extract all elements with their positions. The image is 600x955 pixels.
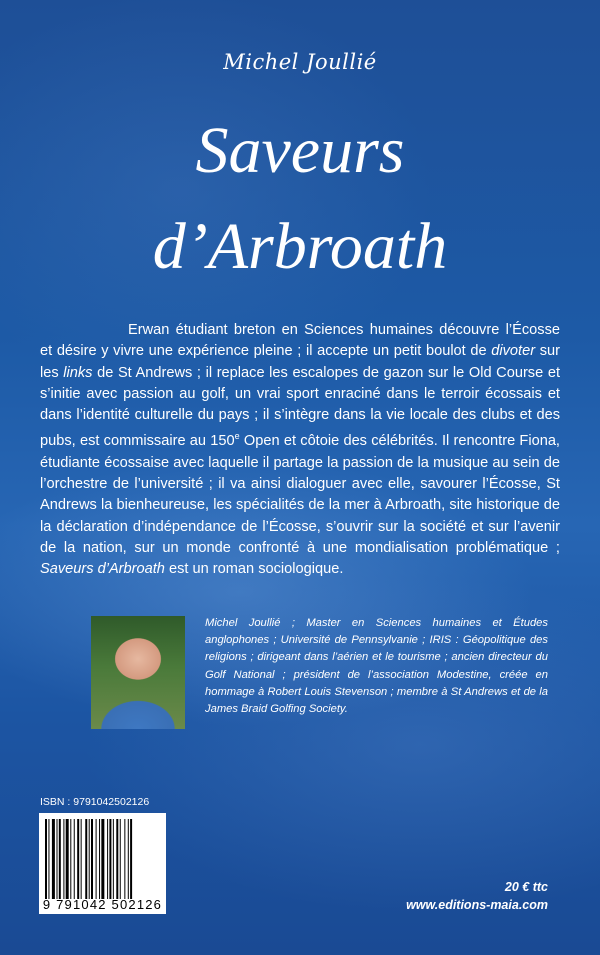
isbn-label: ISBN : 9791042502126 [40,796,150,808]
barcode-number: 9 791042 502126 [42,897,163,912]
price: 20 € ttc [504,880,548,894]
author-name-top: Michel Joullié [223,50,377,74]
author-photo [91,616,185,729]
back-cover-blurb: Erwan étudiant breton en Sciences humaines découvre l’Écosse et désire y vivre une expérience pleine ; il accepte un petit boulot de divoter sur les links de St Andrews ; il replace les escalopes de gazon sur le Old Course et s’initie avec passion au golf, un vrai sport enraciné dans le terroir écossais et dans l’identité culturelle du pays ; il s’intègre dans la vie locale des clubs et des pubs, est commissaire au 150e Open et côtoie des célébrités. Il rencontre Fiona, étudiante écossaise avec laquelle il partage la passion de la musique au sein de l’orchestre de l’université ; il va ainsi dialoguer avec elle, savourer l’Écosse, St Andrews la bienheureuse, les spécialités de la mer à Arbroath, site historique de la déclaration d’indépendance de l’Écosse, s’ouvrir sur la société et sur l’avenir de la nation, sur un monde confronté à une mondialisation problématique ; Saveurs d’Arbroath est un roman sociologique. [40,322,561,578]
book-title-line-2: d’Arbroath [152,210,448,283]
publisher-website[interactable]: www.editions-maia.com [406,898,548,912]
barcode-bars [45,819,160,899]
book-title-line-1: Saveurs [195,114,405,187]
barcode [39,813,166,914]
author-bio: Michel Joullié ; Master en Sciences humaines et Études anglophones ; Université de Pennsylvanie ; IRIS : Géopolitique des religions ; dirigeant dans l’aérien et le tourisme ; ancien directeur du Golf National ; président de l’association Modestine, créée en hommage à Robert Louis Stevenson ; membre à St Andrews et de la James Braid Golfing Society. [205,617,548,716]
